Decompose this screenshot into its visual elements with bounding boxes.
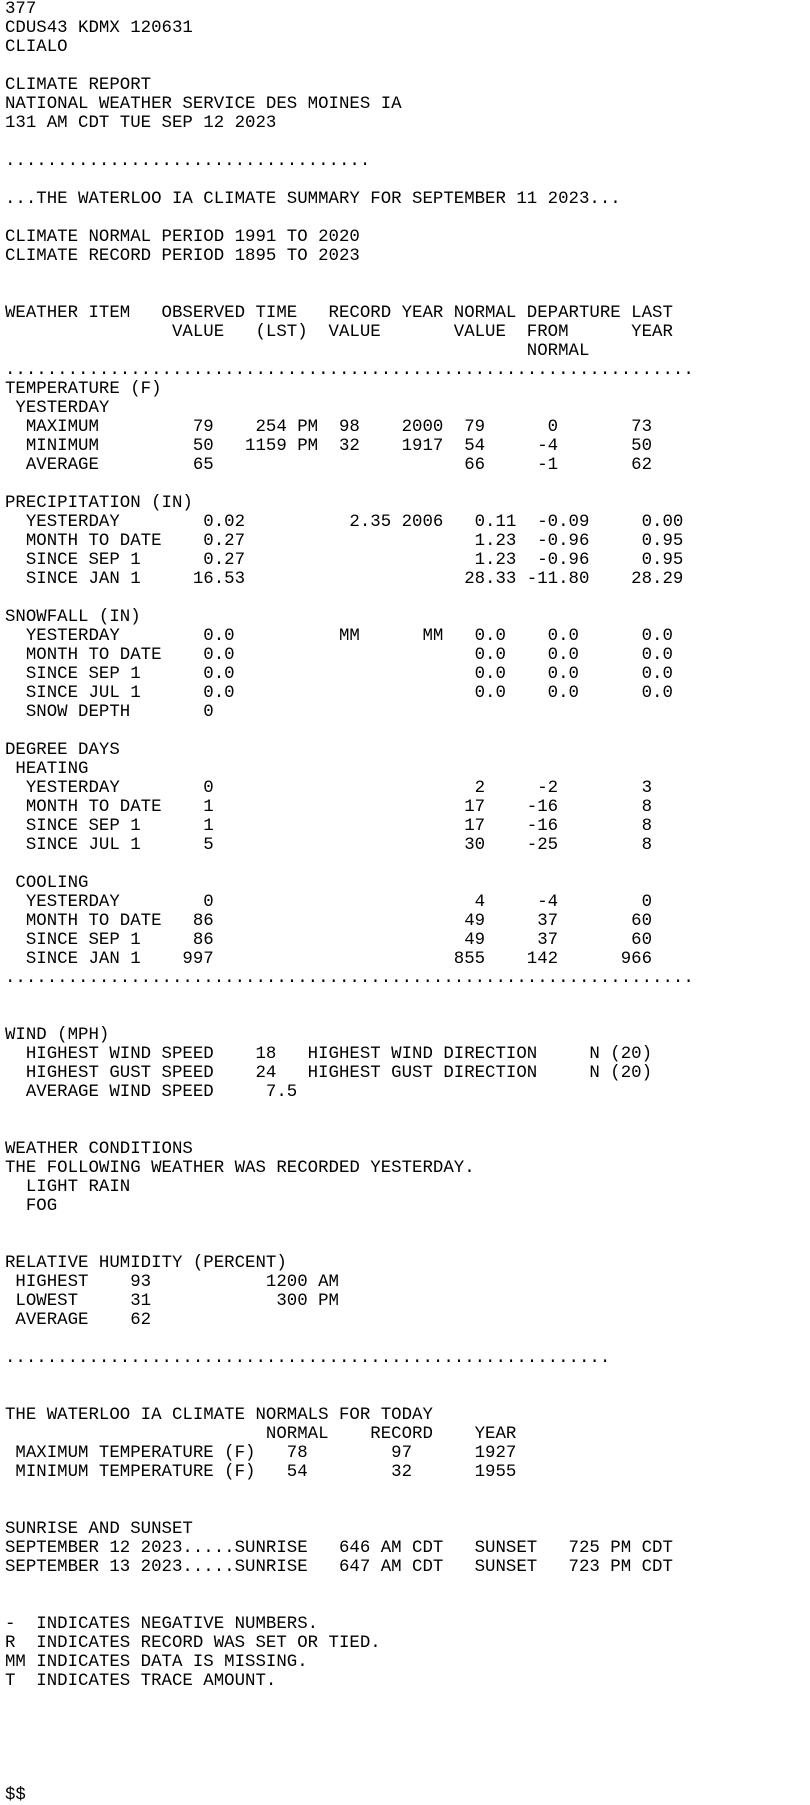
report-line: SINCE JAN 1 16.53 28.33 -11.80 28.29 [5,570,684,589]
report-line [5,57,810,76]
report-line: LOWEST 31 300 PM [5,1292,339,1311]
report-line: SINCE SEP 1 0.27 1.23 -0.96 0.95 [5,551,684,570]
report-line: YESTERDAY 0.0 MM MM 0.0 0.0 0.0 [5,627,673,646]
report-line: SNOWFALL (IN) [5,608,141,627]
report-line [5,133,810,152]
report-line [5,589,810,608]
report-line: CDUS43 KDMX 120631 [5,19,193,38]
report-line: MINIMUM 50 1159 PM 32 1917 54 -4 50 [5,437,653,456]
report-line: MONTH TO DATE 1 17 -16 8 [5,798,653,817]
report-line [5,1216,810,1235]
report-line: R INDICATES RECORD WAS SET OR TIED. [5,1634,381,1653]
report-line: SINCE SEP 1 86 49 37 60 [5,931,653,950]
report-line: FOG [5,1197,58,1216]
report-line: MAXIMUM 79 254 PM 98 2000 79 0 73 [5,418,653,437]
report-line: MONTH TO DATE 0.0 0.0 0.0 0.0 [5,646,673,665]
report-line: RELATIVE HUMIDITY (PERCENT) [5,1254,287,1273]
report-line: YESTERDAY [5,399,110,418]
report-line: WEATHER ITEM OBSERVED TIME RECORD YEAR NORMAL DEPARTURE LAST [5,304,673,323]
report-line [5,1330,810,1349]
report-line: YESTERDAY 0 2 -2 3 [5,779,653,798]
report-line: ...THE WATERLOO IA CLIMATE SUMMARY FOR SEPTEMBER 11 2023... [5,190,621,209]
report-line: 377 [5,0,37,19]
report-line [5,722,810,741]
report-line: MONTH TO DATE 0.27 1.23 -0.96 0.95 [5,532,684,551]
report-line [5,1235,810,1254]
report-line [5,1710,810,1729]
report-line: NORMAL RECORD YEAR [5,1425,517,1444]
report-line: THE WATERLOO IA CLIMATE NORMALS FOR TODAY [5,1406,433,1425]
report-line [5,1482,810,1501]
report-line: $$ [5,1786,26,1805]
report-line: HIGHEST WIND SPEED 18 HIGHEST WIND DIRECTION N (20) [5,1045,653,1064]
report-line [5,1596,810,1615]
report-line: HIGHEST 93 1200 AM [5,1273,339,1292]
report-line: LIGHT RAIN [5,1178,131,1197]
report-line [5,1748,810,1767]
report-line: MM INDICATES DATA IS MISSING. [5,1653,308,1672]
report-line [5,1387,810,1406]
report-line: TEMPERATURE (F) [5,380,162,399]
report-line: THE FOLLOWING WEATHER WAS RECORDED YESTERDAY. [5,1159,475,1178]
report-line: AVERAGE 65 66 -1 62 [5,456,653,475]
report-line: SINCE JUL 1 5 30 -25 8 [5,836,653,855]
report-line [5,988,810,1007]
report-line: YESTERDAY 0.02 2.35 2006 0.11 -0.09 0.00 [5,513,684,532]
report-line: MAXIMUM TEMPERATURE (F) 78 97 1927 [5,1444,517,1463]
report-line: PRECIPITATION (IN) [5,494,193,513]
report-line: CLIMATE REPORT [5,76,152,95]
report-line [5,1729,810,1748]
report-line [5,855,810,874]
report-line: MONTH TO DATE 86 49 37 60 [5,912,653,931]
report-line [5,1577,810,1596]
report-line: - INDICATES NEGATIVE NUMBERS. [5,1615,319,1634]
report-line: .......................................................... [5,1349,611,1368]
report-line: ................................... [5,152,371,171]
report-line: CLIMATE RECORD PERIOD 1895 TO 2023 [5,247,360,266]
report-line: AVERAGE 62 [5,1311,152,1330]
report-line [5,1691,810,1710]
report-line [5,1767,810,1786]
report-line [5,1368,810,1387]
report-line: .................................................................. [5,361,694,380]
report-line: SEPTEMBER 13 2023.....SUNRISE 647 AM CDT SUNSET 723 PM CDT [5,1558,673,1577]
report-line: SINCE SEP 1 1 17 -16 8 [5,817,653,836]
report-line: SEPTEMBER 12 2023.....SUNRISE 646 AM CDT SUNSET 725 PM CDT [5,1539,673,1558]
report-line: DEGREE DAYS [5,741,120,760]
report-line: T INDICATES TRACE AMOUNT. [5,1672,277,1691]
report-line: HEATING [5,760,89,779]
report-line: SINCE JAN 1 997 855 142 966 [5,950,653,969]
report-line [5,266,810,285]
report-line [5,1501,810,1520]
report-line: CLIMATE NORMAL PERIOD 1991 TO 2020 [5,228,360,247]
report-line [5,171,810,190]
report-line: MINIMUM TEMPERATURE (F) 54 32 1955 [5,1463,517,1482]
report-line [5,209,810,228]
report-line: SINCE SEP 1 0.0 0.0 0.0 0.0 [5,665,673,684]
report-line: .................................................................. [5,969,694,988]
report-line [5,1007,810,1026]
report-line [5,1102,810,1121]
report-line: SNOW DEPTH 0 [5,703,214,722]
report-line [5,1121,810,1140]
report-line: WIND (MPH) [5,1026,110,1045]
report-line: WEATHER CONDITIONS [5,1140,193,1159]
report-line: VALUE (LST) VALUE VALUE FROM YEAR [5,323,673,342]
report-line: YESTERDAY 0 4 -4 0 [5,893,653,912]
report-line: SINCE JUL 1 0.0 0.0 0.0 0.0 [5,684,673,703]
report-line: NORMAL [5,342,590,361]
report-line: CLIALO [5,38,68,57]
report-line: COOLING [5,874,89,893]
report-line: AVERAGE WIND SPEED 7.5 [5,1083,298,1102]
report-line: HIGHEST GUST SPEED 24 HIGHEST GUST DIRECTION N (20) [5,1064,653,1083]
report-line [5,285,810,304]
report-line: SUNRISE AND SUNSET [5,1520,193,1539]
report-line [5,475,810,494]
report-line: 131 AM CDT TUE SEP 12 2023 [5,114,277,133]
report-line: NATIONAL WEATHER SERVICE DES MOINES IA [5,95,402,114]
